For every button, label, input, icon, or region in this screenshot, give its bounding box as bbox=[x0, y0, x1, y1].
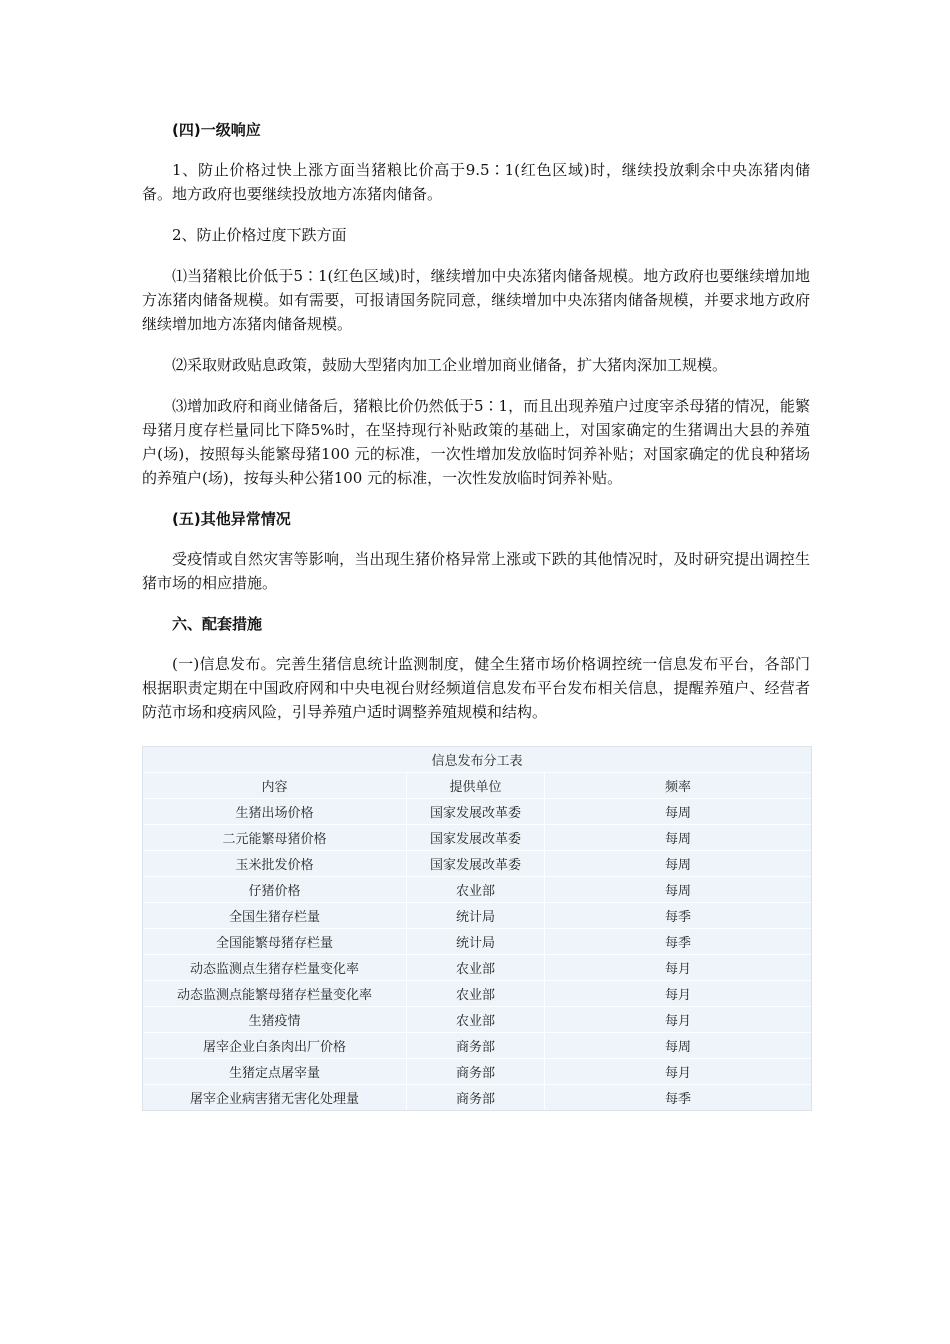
info-release-table-container bbox=[142, 746, 812, 1111]
table-cell-provider: 国家发展改革委 bbox=[407, 851, 545, 877]
table-cell-frequency: 每月 bbox=[545, 981, 811, 1007]
table-cell-provider: 农业部 bbox=[407, 1007, 545, 1033]
table-cell-provider: 统计局 bbox=[407, 929, 545, 955]
table-row bbox=[143, 1033, 811, 1059]
table-cell-frequency: 每季 bbox=[545, 929, 811, 955]
table-cell-frequency: 每周 bbox=[545, 1033, 811, 1059]
table-cell-content: 屠宰企业白条肉出厂价格 bbox=[143, 1033, 407, 1059]
table-row bbox=[143, 929, 811, 955]
table-cell-provider: 统计局 bbox=[407, 903, 545, 929]
table-cell-provider: 国家发展改革委 bbox=[407, 799, 545, 825]
section-heading-level1-response: (四)一级响应 bbox=[172, 121, 261, 139]
table-cell-content: 二元能繁母猪价格 bbox=[143, 825, 407, 851]
table-cell-content: 生猪定点屠宰量 bbox=[143, 1059, 407, 1085]
table-cell-frequency: 每周 bbox=[545, 877, 811, 903]
table-cell-provider: 商务部 bbox=[407, 1033, 545, 1059]
paragraph-price-fall-title: 2、防止价格过度下跌方面 bbox=[172, 226, 347, 244]
table-row bbox=[143, 825, 811, 851]
table-cell-content: 生猪出场价格 bbox=[143, 799, 407, 825]
table-row bbox=[143, 1059, 811, 1085]
table-cell-content: 全国能繁母猪存栏量 bbox=[143, 929, 407, 955]
table-cell-provider: 国家发展改革委 bbox=[407, 825, 545, 851]
table-row bbox=[143, 851, 811, 877]
table-row bbox=[143, 799, 811, 825]
table-row bbox=[143, 1007, 811, 1033]
table-cell-frequency: 每月 bbox=[545, 1059, 811, 1085]
table-cell-provider: 农业部 bbox=[407, 877, 545, 903]
table-header-frequency: 频率 bbox=[545, 773, 811, 799]
paragraph-reserve-increase: ⑴当猪粮比价低于5∶1(红色区域)时，继续增加中央冻猪肉储备规模。地方政府也要继续增加地方冻猪肉储备规模。如有需要，可报请国务院同意，继续增加中央冻猪肉储备规模，并要求地方政府继续增加地方冻猪肉储备规模。 bbox=[142, 267, 810, 333]
table-cell-frequency: 每季 bbox=[545, 903, 811, 929]
paragraph-information-release: (一)信息发布。完善生猪信息统计监测制度，健全生猪市场价格调控统一信息发布平台，各部门根据职责定期在中国政府网和中央电视台财经频道信息发布平台发布相关信息，提醒养殖户、经营者防范市场和疫病风险，引导养殖户适时调整养殖规模和结构。 bbox=[142, 655, 810, 721]
table-cell-content: 生猪疫情 bbox=[143, 1007, 407, 1033]
table-cell-provider: 农业部 bbox=[407, 955, 545, 981]
table-header-content: 内容 bbox=[143, 773, 407, 799]
table-cell-content: 动态监测点生猪存栏量变化率 bbox=[143, 955, 407, 981]
table-cell-frequency: 每月 bbox=[545, 955, 811, 981]
paragraph-price-rise: 1、防止价格过快上涨方面当猪粮比价高于9.5∶1(红色区域)时，继续投放剩余中央冻猪肉储备。地方政府也要继续投放地方冻猪肉储备。 bbox=[142, 161, 810, 203]
table-cell-frequency: 每周 bbox=[545, 799, 811, 825]
table-cell-frequency: 每周 bbox=[545, 851, 811, 877]
table-cell-provider: 农业部 bbox=[407, 981, 545, 1007]
table-row bbox=[143, 981, 811, 1007]
table-row bbox=[143, 903, 811, 929]
document-page bbox=[142, 118, 810, 1111]
info-release-table bbox=[143, 747, 811, 1110]
table-header-provider: 提供单位 bbox=[407, 773, 545, 799]
table-cell-content: 仔猪价格 bbox=[143, 877, 407, 903]
table-cell-content: 动态监测点能繁母猪存栏量变化率 bbox=[143, 981, 407, 1007]
section-heading-other-abnormal: (五)其他异常情况 bbox=[172, 510, 291, 528]
table-cell-content: 屠宰企业病害猪无害化处理量 bbox=[143, 1085, 407, 1110]
table-caption: 信息发布分工表 bbox=[143, 747, 811, 773]
table-cell-frequency: 每季 bbox=[664, 1092, 691, 1107]
section-heading-supporting-measures: 六、配套措施 bbox=[172, 615, 263, 633]
paragraph-breeding-subsidy: ⑶增加政府和商业储备后，猪粮比价仍然低于5∶1，而且出现养殖户过度宰杀母猪的情况，能繁母猪月度存栏量同比下降5%时，在坚持现行补贴政策的基础上，对国家确定的生猪调出大县的养殖户(场)，按照每头能繁母猪100 元的标准，一次性增加发放临时饲养补贴；对国家确定的优良种猪场的养殖户(场)，按每头种公猪100 元的标准，一次性发放临时饲养补贴。 bbox=[142, 397, 810, 487]
table-cell-content: 全国生猪存栏量 bbox=[143, 903, 407, 929]
table-row bbox=[143, 955, 811, 981]
table-cell-provider: 商务部 bbox=[407, 1059, 545, 1085]
table-cell-provider: 商务部 bbox=[407, 1085, 545, 1110]
paragraph-epidemic-disaster: 受疫情或自然灾害等影响，当出现生猪价格异常上涨或下跌的其他情况时，及时研究提出调控生猪市场的相应措施。 bbox=[142, 550, 810, 592]
table-cell-frequency: 每月 bbox=[545, 1007, 811, 1033]
table-cell-frequency: 每周 bbox=[545, 825, 811, 851]
table-row bbox=[143, 877, 811, 903]
table-cell-content: 玉米批发价格 bbox=[143, 851, 407, 877]
table-row bbox=[143, 1085, 811, 1110]
paragraph-interest-subsidy: ⑵采取财政贴息政策，鼓励大型猪肉加工企业增加商业储备，扩大猪肉深加工规模。 bbox=[172, 356, 728, 374]
